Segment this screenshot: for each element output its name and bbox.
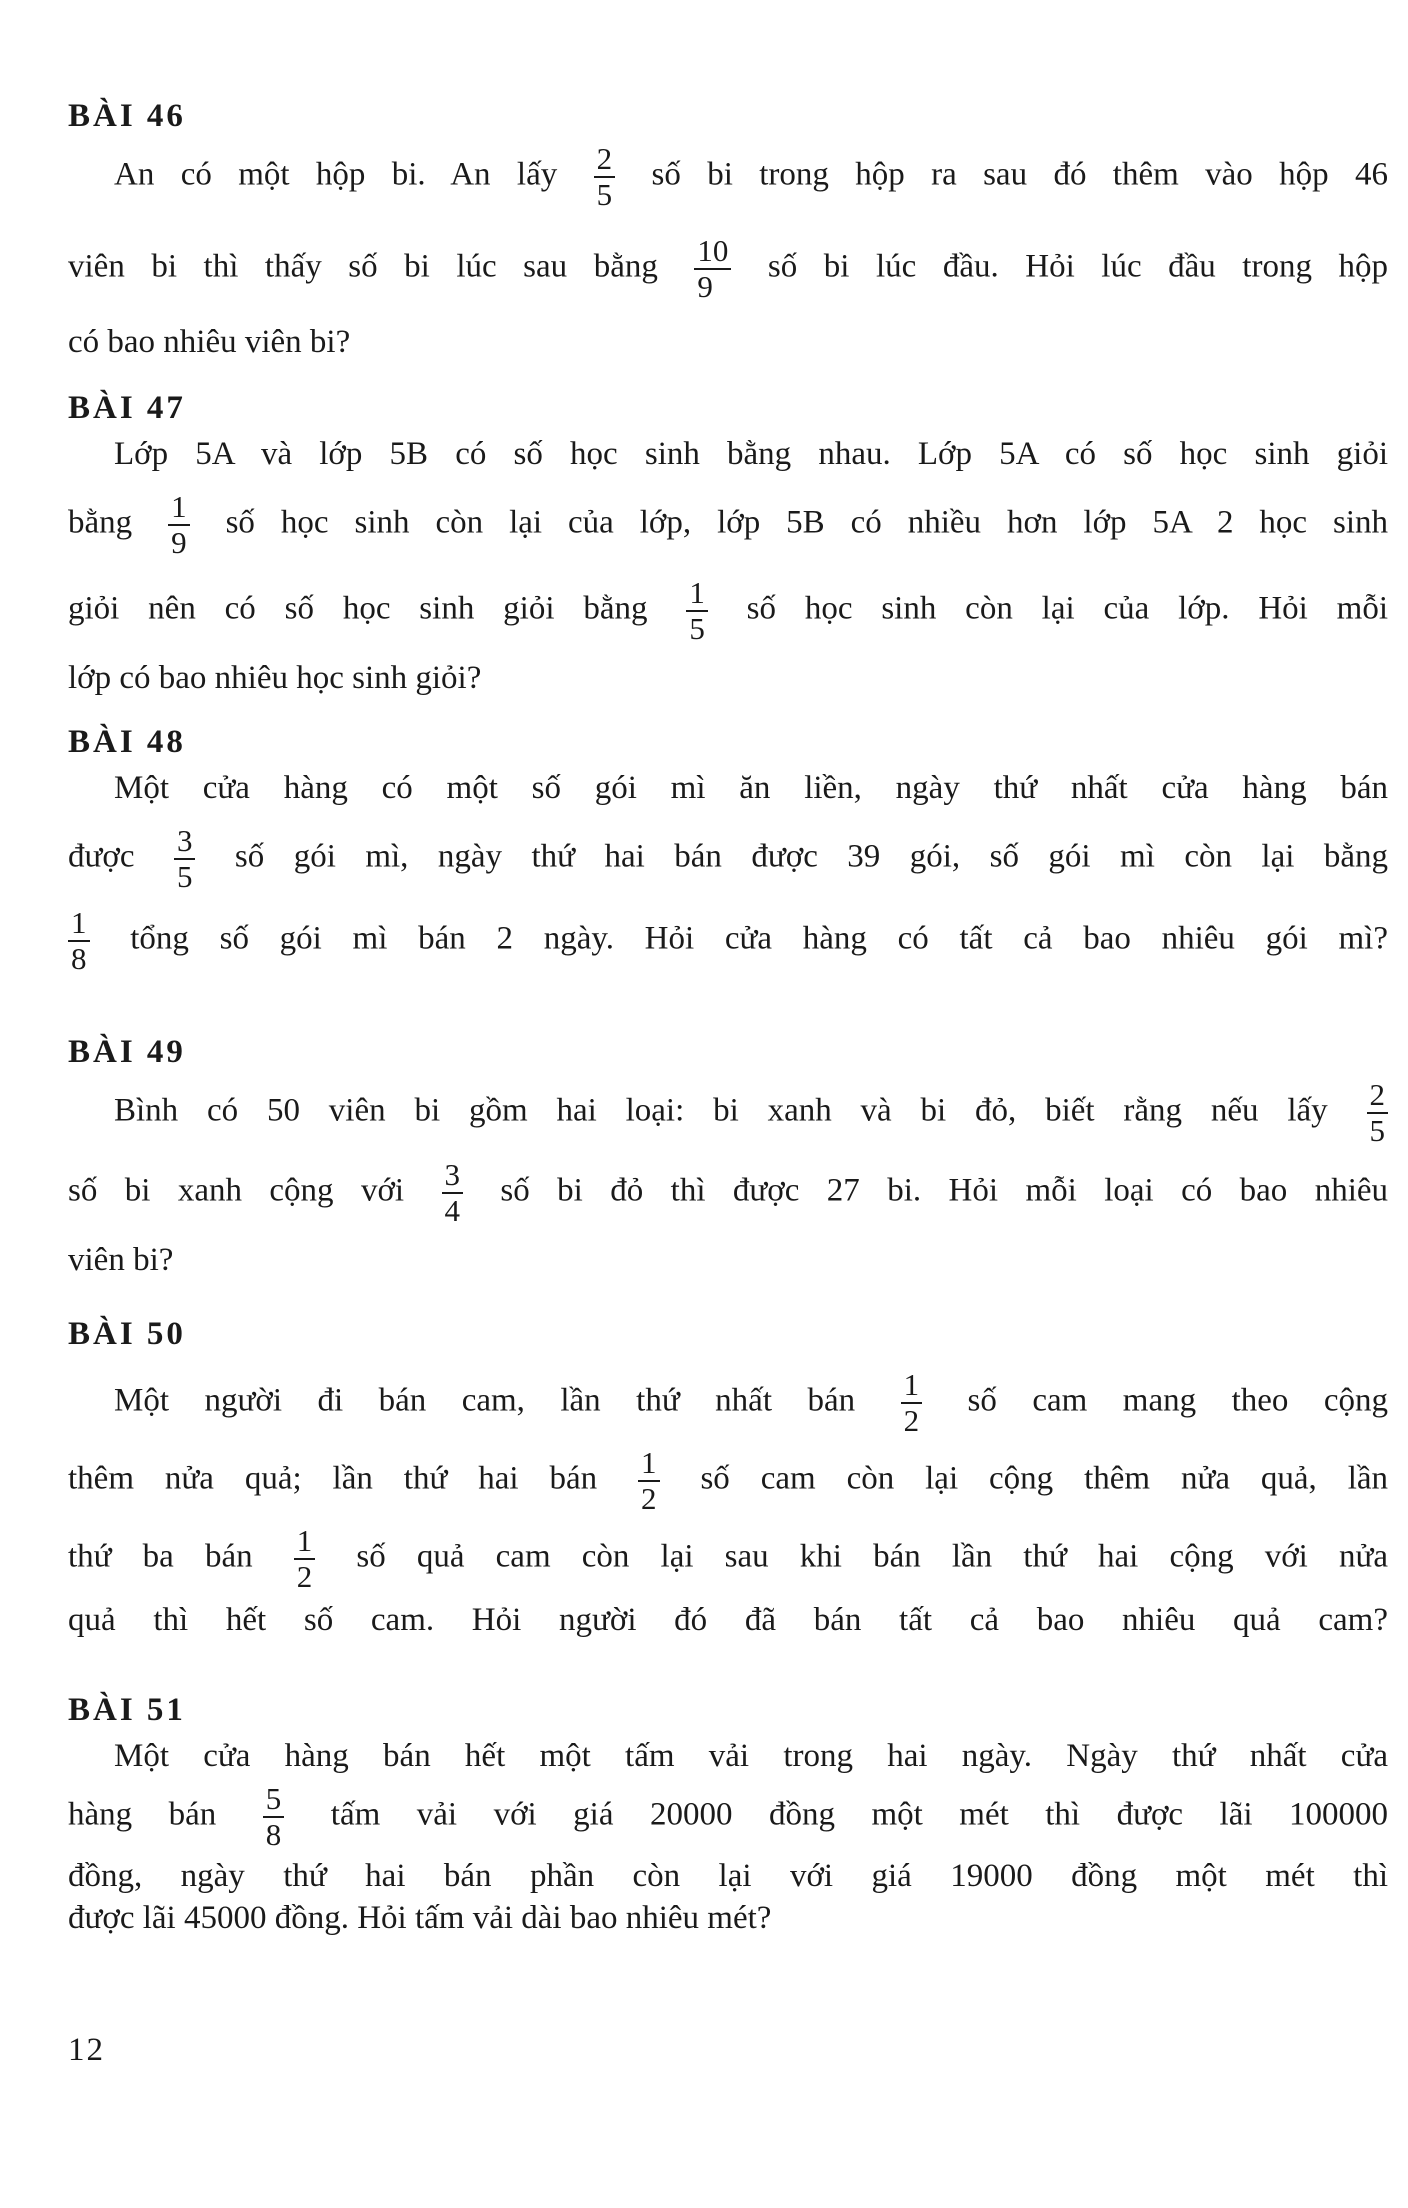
- problem-title: BÀI 51: [68, 1692, 186, 1728]
- fraction: $\frac{1}{9}$: [168, 490, 190, 560]
- fraction: $\frac{2}{5}$: [1367, 1078, 1389, 1148]
- page-number: 12: [68, 2032, 105, 2068]
- problem-48: [68, 722, 1388, 976]
- fraction: $\frac{3}{5}$: [174, 824, 196, 894]
- problem-line: đồng, ngày thứ hai bán phần còn lại với giá 19000 đồng một mét thì: [68, 1858, 1388, 1894]
- problem-line: có bao nhiêu viên bi?: [68, 324, 351, 360]
- fraction: $\frac{1}{2}$: [294, 1524, 316, 1594]
- problem-line: Một người đi bán cam, lần thứ nhất bán $\frac{1}{2}$ số cam mang theo cộng: [114, 1367, 1388, 1438]
- fraction: $\frac{3}{4}$: [442, 1158, 464, 1228]
- problem-title: BÀI 49: [68, 1034, 186, 1070]
- fraction: $\frac{10}{9}$: [694, 234, 731, 304]
- problem-49: [68, 1032, 1388, 1280]
- problem-line: được $\frac{3}{5}$ số gói mì, ngày thứ hai bán được 39 gói, số gói mì còn lại bằng: [68, 823, 1389, 894]
- problem-line: giỏi nên có số học sinh giỏi bằng $\frac{1}{5}$ số học sinh còn lại của lớp. Hỏi mỗi: [68, 575, 1389, 646]
- fraction: $\frac{1}{8}$: [68, 906, 90, 976]
- problem-title: BÀI 47: [68, 390, 186, 426]
- problem-title: BÀI 46: [68, 98, 186, 134]
- problem-line: Một cửa hàng bán hết một tấm vải trong hai ngày. Ngày thứ nhất cửa: [114, 1738, 1388, 1774]
- problem-line: được lãi 45000 đồng. Hỏi tấm vải dài bao nhiêu mét?: [68, 1900, 772, 1936]
- fraction: $\frac{1}{2}$: [901, 1368, 923, 1438]
- fraction: $\frac{1}{2}$: [638, 1446, 660, 1516]
- fraction: $\frac{1}{5}$: [686, 576, 708, 646]
- problem-line: số bi xanh cộng với $\frac{3}{4}$ số bi đỏ thì được 27 bi. Hỏi mỗi loại có bao nhiêu: [68, 1157, 1389, 1228]
- problem-46: [68, 96, 1388, 362]
- fraction: $\frac{5}{8}$: [263, 1782, 285, 1852]
- problem-line: viên bi thì thấy số bi lúc sau bằng $\frac{10}{9}$ số bi lúc đầu. Hỏi lúc đầu trong hộp: [68, 233, 1388, 304]
- problem-line: $\frac{1}{8}$ tổng số gói mì bán 2 ngày. Hỏi cửa hàng có tất cả bao nhiêu gói mì?: [68, 906, 1388, 976]
- problem-50: [68, 1314, 1388, 1640]
- problem-line: bằng $\frac{1}{9}$ số học sinh còn lại của lớp, lớp 5B có nhiều hơn lớp 5A 2 học sinh: [68, 489, 1389, 560]
- problem-line: thêm nửa quả; lần thứ hai bán $\frac{1}{2}$ số cam còn lại cộng thêm nửa quả, lần: [68, 1445, 1389, 1516]
- problem-line: quả thì hết số cam. Hỏi người đó đã bán tất cả bao nhiêu quả cam?: [68, 1602, 1388, 1638]
- problem-line: An có một hộp bi. An lấy $\frac{2}{5}$ số bi trong hộp ra sau đó thêm vào hộp 46: [114, 141, 1389, 212]
- problem-51: [68, 1690, 1388, 1938]
- problem-line: viên bi?: [68, 1242, 174, 1278]
- problem-line: Bình có 50 viên bi gồm hai loại: bi xanh và bi đỏ, biết rằng nếu lấy $\frac{2}{5}$: [68, 1078, 1388, 1148]
- fraction: $\frac{2}{5}$: [594, 142, 616, 212]
- problem-title: BÀI 48: [68, 724, 186, 760]
- problem-title: BÀI 50: [68, 1316, 186, 1352]
- problem-line: hàng bán $\frac{5}{8}$ tấm vải với giá 20000 đồng một mét thì được lãi 100000: [68, 1781, 1389, 1852]
- problem-line: thứ ba bán $\frac{1}{2}$ số quả cam còn lại sau khi bán lần thứ hai cộng với nửa: [68, 1523, 1389, 1594]
- problem-line: lớp có bao nhiêu học sinh giỏi?: [68, 660, 482, 696]
- problem-47: [68, 388, 1388, 698]
- problem-line: Lớp 5A và lớp 5B có số học sinh bằng nhau. Lớp 5A có số học sinh giỏi: [114, 436, 1388, 472]
- problem-line: Một cửa hàng có một số gói mì ăn liền, ngày thứ nhất cửa hàng bán: [114, 770, 1388, 806]
